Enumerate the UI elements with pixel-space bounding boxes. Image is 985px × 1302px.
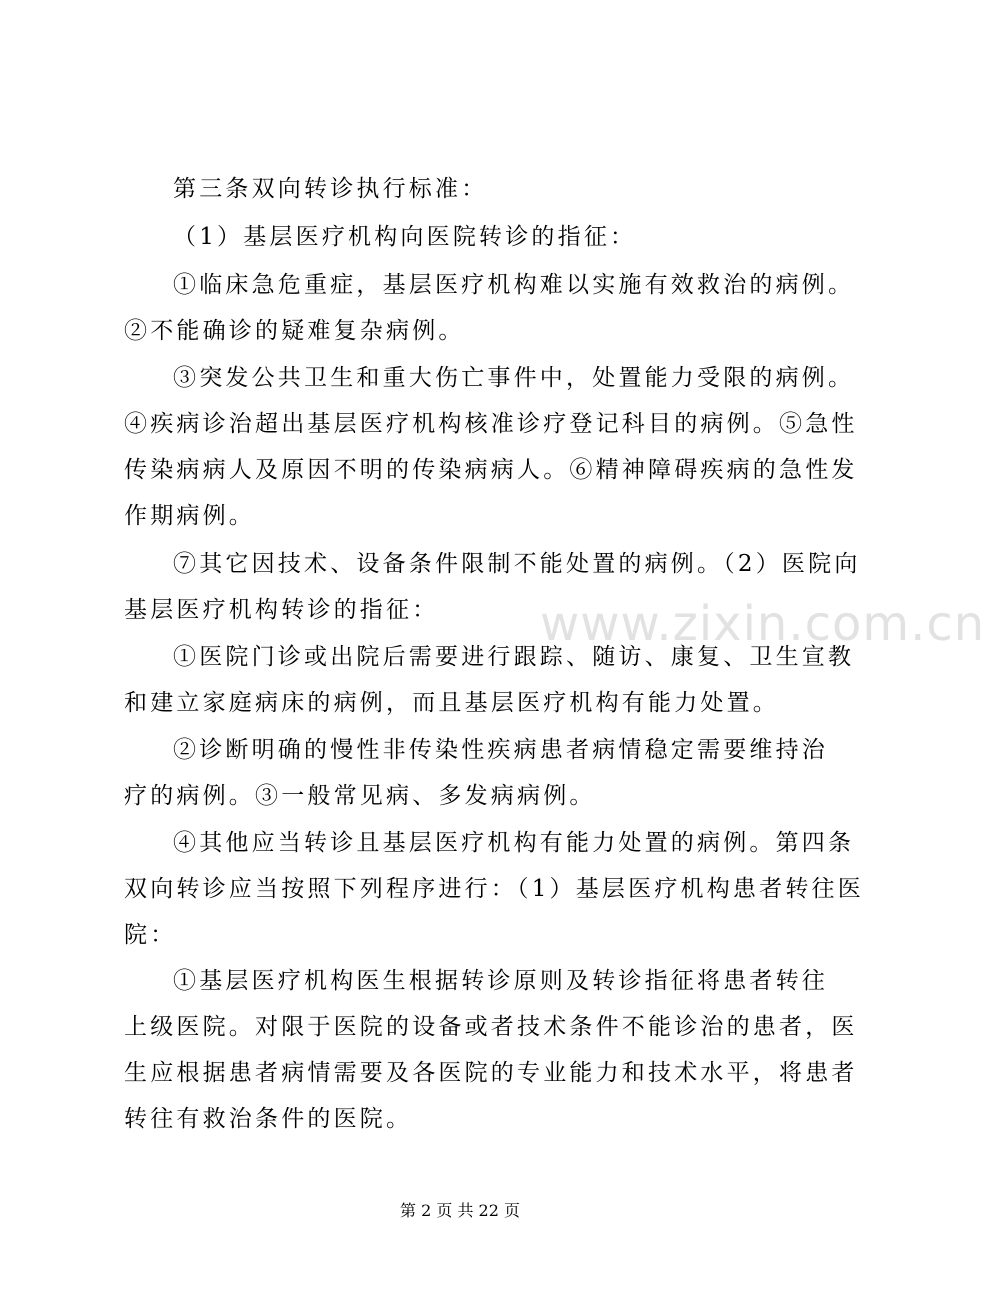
text-line: ⑦其它因技术、设备条件限制不能处置的病例。（2）医院向 [173, 551, 861, 577]
text-line: 转往有救治条件的医院。 [124, 1106, 413, 1132]
text-line: 上级医院。对限于医院的设备或者技术条件不能诊治的患者，医 [124, 1014, 858, 1040]
text-line: 基层医疗机构转诊的指征： [124, 597, 439, 623]
text-line: 和建立家庭病床的病例，而且基层医疗机构有能力处置。 [124, 690, 779, 716]
text-line: 院： [124, 922, 177, 948]
text-line: ①基层医疗机构医生根据转诊原则及转诊指征将患者转往 [173, 968, 828, 994]
text-line: （1）基层医疗机构向医院转诊的指征： [173, 224, 637, 250]
text-line: 疗的病例。③一般常见病、多发病病例。 [124, 783, 596, 809]
text-line: 作期病例。 [124, 503, 255, 529]
page-footer: 第 2 页 共 22 页 [400, 1201, 520, 1220]
text-line: 生应根据患者病情需要及各医院的专业能力和技术水平，将患者 [124, 1060, 858, 1086]
text-line: ①医院门诊或出院后需要进行跟踪、随访、康复、卫生宣教 [173, 644, 855, 670]
text-line: ②诊断明确的慢性非传染性疾病患者病情稳定需要维持治 [173, 737, 828, 763]
text-line: 传染病病人及原因不明的传染病病人。⑥精神障碍疾病的急性发 [124, 457, 858, 483]
text-line: ②不能确诊的疑难复杂病例。 [124, 318, 465, 344]
text-line: ①临床急危重症，基层医疗机构难以实施有效救治的病例。 [173, 272, 855, 298]
watermark: www.zixin.com.cn [540, 596, 985, 652]
text-line: ④疾病诊治超出基层医疗机构核准诊疗登记科目的病例。⑤急性 [124, 411, 858, 437]
text-line: 第三条双向转诊执行标准： [173, 176, 488, 202]
text-line: ④其他应当转诊且基层医疗机构有能力处置的病例。第四条 [173, 830, 855, 856]
text-line: 双向转诊应当按照下列程序进行：（1）基层医疗机构患者转往医 [124, 876, 864, 902]
text-line: ③突发公共卫生和重大伤亡事件中，处置能力受限的病例。 [173, 365, 855, 391]
